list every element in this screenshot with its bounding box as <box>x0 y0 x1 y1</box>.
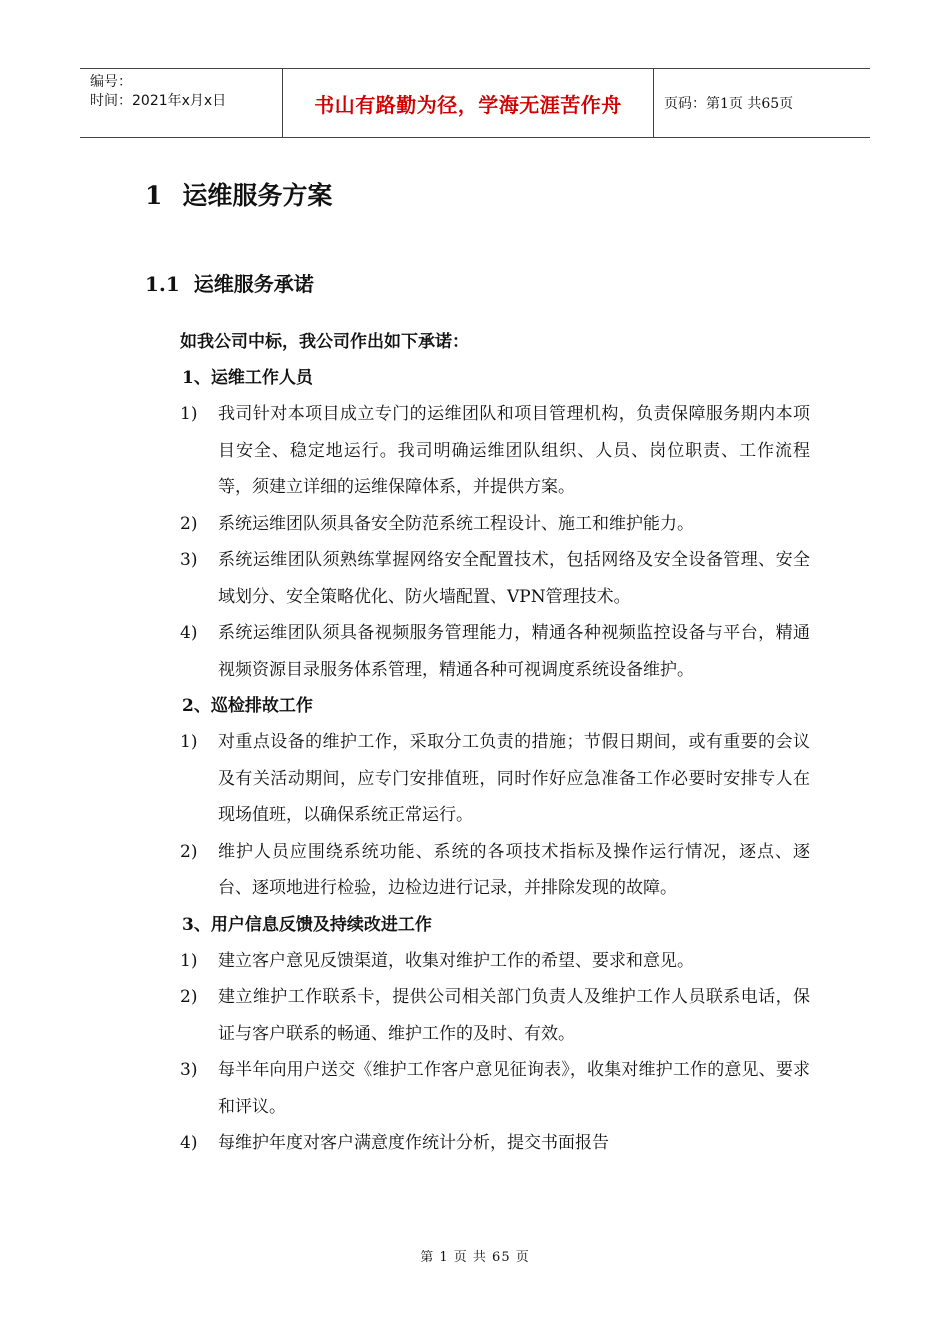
list-item <box>180 396 810 506</box>
page-label: 页码：第1页 共65页 <box>664 96 794 112</box>
list-item-number: 1) <box>180 732 198 752</box>
list-item <box>180 1052 810 1125</box>
section-heading: 2、巡检排故工作 <box>182 696 313 716</box>
time-label: 时间：2021年x月x日 <box>90 93 227 109</box>
page-footer: 第 1 页 共 65 页 <box>420 1250 530 1265</box>
list-item-text: 我司针对本项目成立专门的运维团队和项目管理机构，负责保障服务期内本项目安全、稳定地运行。我司明确运维团队组织、人员、岗位职责、工作流程等，须建立详细的运维保障体系，并提供方案。 <box>218 404 810 497</box>
heading-2-number: 1.1 <box>145 272 180 296</box>
list-item-text: 系统运维团队须具备视频服务管理能力，精通各种视频监控设备与平台，精通视频资源目录服务体系管理，精通各种可视调度系统设备维护。 <box>218 623 810 680</box>
list-item-text: 系统运维团队须熟练掌握网络安全配置技术，包括网络及安全设备管理、安全域划分、安全策略优化、防火墙配置、VPN管理技术。 <box>218 550 810 607</box>
serial-label: 编号： <box>90 74 132 90</box>
intro-paragraph: 如我公司中标，我公司作出如下承诺： <box>180 332 469 352</box>
list-item-text: 建立维护工作联系卡，提供公司相关部门负责人及维护工作人员联系电话，保证与客户联系的畅通、维护工作的及时、有效。 <box>218 987 810 1044</box>
list-item-number: 2) <box>180 841 198 862</box>
list-item-text: 系统运维团队须具备安全防范系统工程设计、施工和维护能力。 <box>218 513 694 534</box>
section-heading: 3、用户信息反馈及持续改进工作 <box>182 914 432 935</box>
list-item-text: 对重点设备的维护工作，采取分工负责的措施；节假日期间，或有重要的会议及有关活动期间，应专门安排值班，同时作好应急准备工作必要时安排专人在现场值班，以确保系统正常运行。 <box>218 732 810 825</box>
list-item-number: 3) <box>180 1060 198 1080</box>
header-info-cell <box>80 69 282 137</box>
list-item <box>180 724 810 834</box>
heading-2-title: 运维服务承诺 <box>193 272 314 296</box>
list-item-number: 4) <box>180 623 198 643</box>
list-item-number: 2) <box>180 987 198 1007</box>
heading-1-title: 运维服务方案 <box>182 181 333 210</box>
list-item-text: 每维护年度对客户满意度作统计分析，提交书面报告 <box>218 1133 609 1153</box>
list-item-number: 1) <box>180 950 198 971</box>
document-body <box>180 324 810 1162</box>
header-motto-cell <box>282 69 654 137</box>
list-item <box>180 542 810 615</box>
section-heading: 1、运维工作人员 <box>182 368 313 388</box>
list-item <box>180 943 810 980</box>
list-item-text: 维护人员应围绕系统功能、系统的各项技术指标及操作运行情况，逐点、逐台、逐项地进行检验，边检边进行记录，并排除发现的故障。 <box>218 841 810 898</box>
list-item-text: 每半年向用户送交《维护工作客户意见征询表》，收集对维护工作的意见、要求和评议。 <box>218 1060 810 1117</box>
list-item <box>180 979 810 1052</box>
list-item <box>180 615 810 688</box>
document-header <box>80 68 870 138</box>
list-item-text: 建立客户意见反馈渠道，收集对维护工作的希望、要求和意见。 <box>218 950 694 971</box>
list-item-number: 2) <box>180 513 198 534</box>
list-item-number: 1) <box>180 404 198 424</box>
list-item <box>180 506 810 543</box>
list-item <box>180 1125 810 1162</box>
list-item-number: 4) <box>180 1133 198 1153</box>
header-page-cell <box>654 69 870 137</box>
heading-1-number: 1 <box>145 181 163 210</box>
list-item <box>180 834 810 907</box>
list-item-number: 3) <box>180 550 198 570</box>
heading-2 <box>145 268 314 297</box>
heading-1 <box>145 176 332 212</box>
motto-text: 书山有路勤为径，学海无涯苦作舟 <box>314 92 622 117</box>
